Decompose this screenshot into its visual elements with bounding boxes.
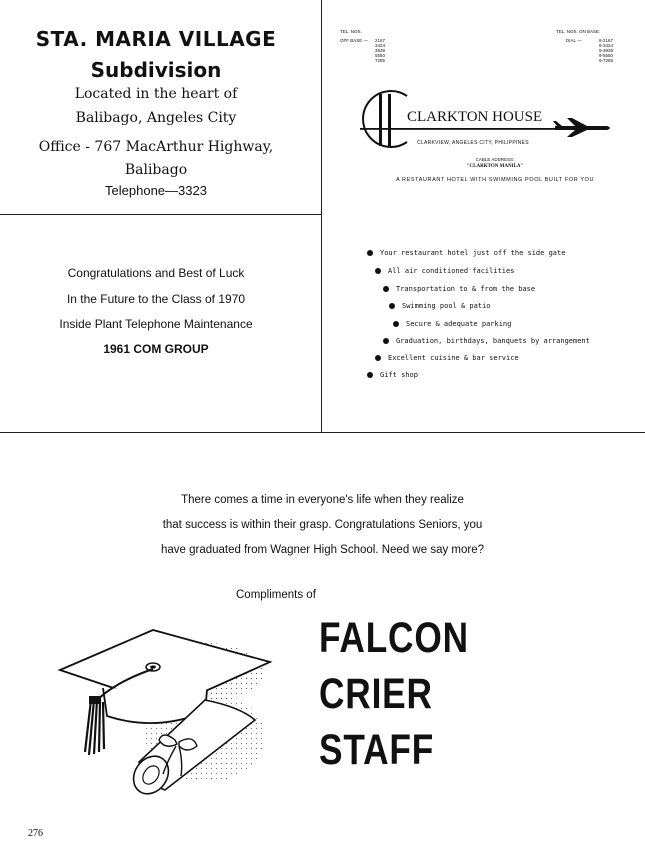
page-number: 276 — [28, 828, 43, 839]
sta-maria-line-3: Office - 767 MacArthur Highway, — [38, 139, 274, 155]
telephone-number: 5550 — [375, 53, 386, 58]
clarkton-feature: Secure & adequate parking — [393, 320, 511, 328]
sta-maria-telephone: Telephone—3323 — [105, 183, 207, 198]
clarkton-name: CLARKTON HOUSE — [407, 109, 543, 125]
clarkton-feature: Your restaurant hotel just off the side gate — [367, 249, 565, 257]
telephone-number: 9-7285 — [599, 58, 614, 63]
clarkton-tel-left-label: TEL. NOS. — [340, 29, 362, 34]
bullet-icon — [375, 355, 381, 361]
clarkton-tagline: A RESTAURANT HOTEL WITH SWIMMING POOL BUILT FOR YOU — [395, 177, 595, 183]
falcon-word: FALCON — [319, 614, 469, 662]
bullet-icon — [383, 338, 389, 344]
clarkton-tel-right-list — [599, 38, 613, 63]
telephone-number: 9-3424 — [599, 43, 614, 48]
sta-maria-subtitle: Subdivision — [90, 58, 222, 82]
telephone-number: 3424 — [375, 43, 386, 48]
clarkton-feature: Gift shop — [367, 371, 418, 379]
congrats-line-4: 1961 COM GROUP — [103, 342, 209, 356]
sta-maria-line-2: Balibago, Angeles City — [75, 110, 237, 126]
compliments-of: Compliments of — [236, 589, 316, 601]
bullet-icon — [393, 321, 399, 327]
left-horizontal-divider — [0, 214, 321, 215]
bullet-icon — [367, 372, 373, 378]
falcon-paragraph-line-1: There comes a time in everyone's life when they realize — [181, 494, 464, 506]
clarkton-feature: Excellent cuisine & bar service — [375, 354, 519, 362]
staff-word: STAFF — [319, 726, 435, 774]
sta-maria-line-4: Balibago — [124, 162, 188, 178]
sta-maria-line-1: Located in the heart of — [74, 86, 238, 102]
telephone-number: 9-2167 — [599, 38, 614, 43]
clarkton-cable-label: CABLE ADDRESS: — [475, 157, 515, 162]
clarkton-feature: Swimming pool & patio — [389, 302, 491, 310]
congrats-line-1: Congratulations and Best of Luck — [67, 266, 245, 280]
bullet-icon — [367, 250, 373, 256]
bullet-icon — [389, 303, 395, 309]
clarkton-cable-address: "CLARKTON MANILA" — [466, 164, 524, 169]
bullet-icon — [383, 286, 389, 292]
clarkton-feature: All air conditioned facilities — [375, 267, 514, 275]
clarkton-tel-left-list — [375, 38, 385, 63]
bullet-icon — [375, 268, 381, 274]
telephone-number: 2167 — [375, 38, 386, 43]
telephone-number: 3939 — [375, 48, 386, 53]
vertical-divider — [321, 0, 322, 432]
telephone-number: 9-3939 — [599, 48, 614, 53]
graduation-cap-diploma-icon — [55, 612, 295, 812]
crier-word: CRIER — [319, 670, 433, 718]
congrats-line-3: Inside Plant Telephone Maintenance — [59, 317, 253, 331]
clarkton-tel-right-prefix: DIAL — — [566, 38, 582, 43]
telephone-number: 7285 — [375, 58, 386, 63]
falcon-paragraph-line-3: have graduated from Wagner High School. Need we say more? — [160, 544, 485, 556]
sta-maria-title: STA. MARIA VILLAGE — [35, 27, 277, 51]
clarkton-location: CLARKVIEW, ANGELES CITY, PHILIPPINES — [417, 140, 529, 146]
falcon-paragraph-line-2: that success is within their grasp. Congratulations Seniors, you — [162, 519, 483, 531]
clarkton-feature: Transportation to & from the base — [383, 285, 535, 293]
clarkton-feature: Graduation, birthdays, banquets by arrangement — [383, 337, 590, 345]
clarkton-tel-right-label: TEL. NOS. ON BASE: — [556, 29, 601, 34]
clarkton-tel-left-prefix: OFF BASE — — [340, 38, 369, 43]
congrats-line-2: In the Future to the Class of 1970 — [66, 292, 246, 306]
telephone-number: 9-5550 — [599, 53, 614, 58]
full-horizontal-divider — [0, 432, 645, 433]
